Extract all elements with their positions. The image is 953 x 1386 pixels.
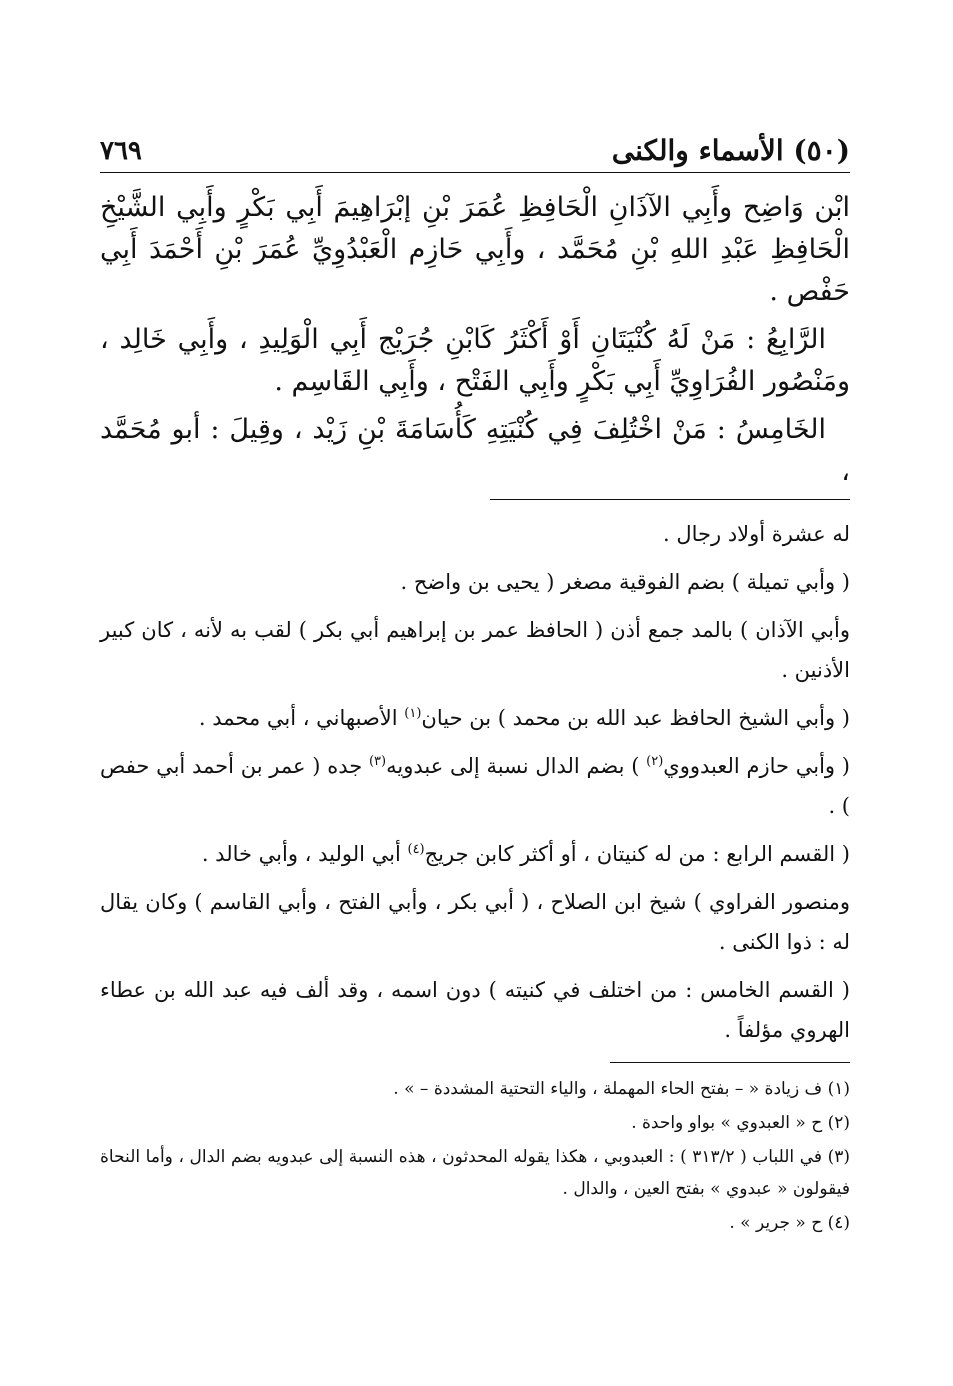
commentary-text: ) بضم الدال نسبة إلى عبدويه bbox=[386, 754, 647, 778]
commentary-paragraph bbox=[100, 746, 850, 826]
main-text-separator bbox=[490, 499, 850, 500]
page-number: ٧٦٩ bbox=[100, 136, 142, 166]
commentary-paragraph: ( القسم الخامس : من اختلف في كنيته ) دون اسمه ، وقد ألف فيه عبد الله بن عطاء الهروي مؤلفاً . bbox=[100, 978, 850, 1042]
commentary-text: ( وأبي حازم العبدووي bbox=[663, 754, 850, 778]
page-header bbox=[100, 132, 850, 173]
commentary-paragraph bbox=[100, 834, 850, 874]
commentary bbox=[100, 514, 850, 1050]
footnote: (١) ف زيادة « – بفتح الحاء المهملة ، والياء التحتية المشددة – » . bbox=[393, 1079, 850, 1099]
matn-paragraph: ابْن وَاضِح وأَبِي الآذَانِ الْحَافِظِ عُمَرَ بْنِ إبْرَاهِيمَ أَبِي بَكْرٍ وأَبِي الشَّيْخِ الْحَافِظِ عَبْدِ اللهِ بْنِ مُحَمَّد ، وأَبِي حَازِم الْعَبْدُوِيِّ عُمَرَ بْنِ أَحْمَدَ أَبِي حَفْص . bbox=[100, 192, 850, 307]
book-page bbox=[100, 132, 850, 1241]
footnote-marker[interactable]: (١) bbox=[404, 706, 422, 721]
matn-paragraph: الخَامِسُ : مَنْ اخْتُلِفَ فِي كُنْيَتِهِ كَأُسَامَةَ بْنِ زَيْد ، وقِيلَ : أبو مُحَمَّد ، bbox=[100, 414, 850, 487]
commentary-paragraph: ( وأبي تميلة ) بضم الفوقية مصغر ( يحيى بن واضح . bbox=[400, 570, 850, 594]
footnote: (٤) ح « جرير » . bbox=[729, 1213, 850, 1233]
commentary-text: ( القسم الرابع : من له كنيتان ، أو أكثر كابن جريج bbox=[424, 842, 850, 866]
commentary-text: جده ( عمر بن أحمد أبي حفص ) . bbox=[100, 754, 850, 818]
footnote-marker[interactable]: (٤) bbox=[407, 842, 425, 857]
commentary-paragraph: له عشرة أولاد رجال . bbox=[663, 522, 850, 546]
matn-paragraph: الرَّابِعُ : مَنْ لَهُ كُنْيَتَانِ أَوْ أَكْثَرُ كَابْنِ جُرَيْج أَبِي الْوَلِيدِ ، وأَبِي خَالِد ، ومَنْصُور الفُرَاوِيِّ أَبِي بَكْرٍ وأَبِي الفَتْح ، وأَبِي القَاسِم . bbox=[100, 324, 850, 397]
commentary-text: أبي الوليد ، وأبي خالد . bbox=[201, 842, 408, 866]
footnote-marker[interactable]: (٣) bbox=[368, 754, 387, 769]
main-text bbox=[100, 187, 850, 493]
commentary-paragraph bbox=[100, 698, 850, 738]
footnote: (٢) ح « العبدوي » بواو واحدة . bbox=[631, 1113, 850, 1133]
commentary-text: ( وأبي الشيخ الحافظ عبد الله بن محمد ) بن حيان bbox=[421, 706, 850, 730]
commentary-text: الأصبهاني ، أبي محمد . bbox=[198, 706, 405, 730]
footnote-separator bbox=[610, 1062, 850, 1063]
chapter-title: (٥٠) الأسماء والكنى bbox=[611, 134, 850, 167]
footnote: (٣) في اللباب ( ٣١٣/٢ ) : العبدوبي ، هكذا يقوله المحدثون ، هذه النسبة إلى عبدويه بضم الدال ، وأما النحاة فيقولون « عبدوي » بفتح العين ، والدال . bbox=[100, 1147, 850, 1199]
commentary-paragraph: وأبي الآذان ) بالمد جمع أذن ( الحافظ عمر بن إبراهيم أبي بكر ) لقب به لأنه ، كان كبير الأذنين . bbox=[100, 618, 850, 682]
footnotes bbox=[100, 1073, 850, 1239]
commentary-paragraph: ومنصور الفراوي ) شيخ ابن الصلاح ، ( أبي بكر ، وأبي الفتح ، وأبي القاسم ) وكان يقال له : ذوا الكنى . bbox=[100, 890, 850, 954]
footnote-marker[interactable]: (٢) bbox=[646, 754, 664, 769]
